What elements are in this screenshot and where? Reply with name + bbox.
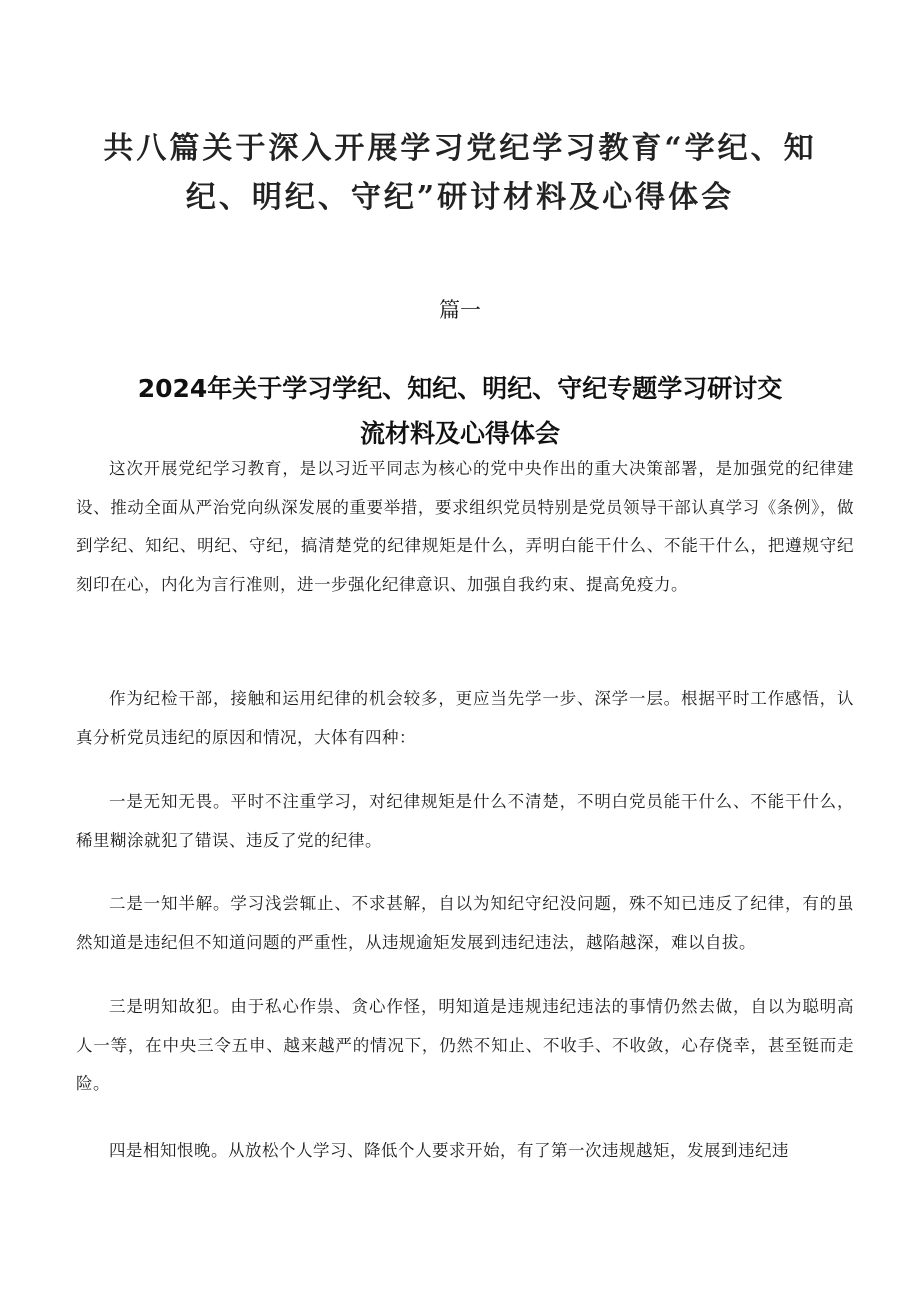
paragraph: 四是相知恨晚。从放松个人学习、降低个人要求开始，有了第一次违规越矩，发展到违纪违 [109, 1141, 789, 1160]
paragraph: 三是明知故犯。由于私心作祟、贪心作怪，明知道是违规违纪违法的事情仍然去做，自以为聪明高人一等，在中央三令五申、越来越严的情况下，仍然不知止、不收手、不收敛，心存侥幸，甚至铤而走险。 [76, 997, 854, 1093]
paragraph: 一是无知无畏。平时不注重学习，对纪律规矩是什么不清楚，不明白党员能干什么、不能干什么，稀里糊涂就犯了错误、违反了党的纪律。 [76, 792, 854, 850]
subtitle-line-1: 2024年关于学习学纪、知纪、明纪、守纪专题学习研讨交 [137, 373, 783, 403]
paragraph: 这次开展党纪学习教育，是以习近平同志为核心的党中央作出的重大决策部署，是加强党的纪律建设、推动全面从严治党向纵深发展的重要举措，要求组织党员特别是党员领导干部认真学习《条例》，做到学纪、知纪、明纪、守纪，搞清楚党的纪律规矩是什么，弄明白能干什么、不能干什么，把遵规守纪刻印在心，内化为言行准则，进一步强化纪律意识、加强自我约束、提高免疫力。 [76, 459, 854, 594]
subtitle-line-2: 流材料及心得体会 [359, 418, 560, 448]
document-title-line-1: 共八篇关于深入开展学习党纪学习教育“学纪、知 [103, 131, 817, 166]
paragraph: 作为纪检干部，接触和运用纪律的机会较多，更应当先学一步、深学一层。根据平时工作感悟，认真分析党员违纪的原因和情况，大体有四种： [76, 689, 854, 747]
paragraph: 二是一知半解。学习浅尝辄止、不求甚解，自以为知纪守纪没问题，殊不知已违反了纪律，有的虽然知道是违纪但不知道问题的严重性，从违规逾矩发展到违纪违法，越陷越深，难以自拔。 [76, 894, 854, 952]
document-title-line-2: 纪、明纪、守纪”研讨材料及心得体会 [185, 180, 735, 215]
section-label: 篇一 [439, 298, 481, 322]
